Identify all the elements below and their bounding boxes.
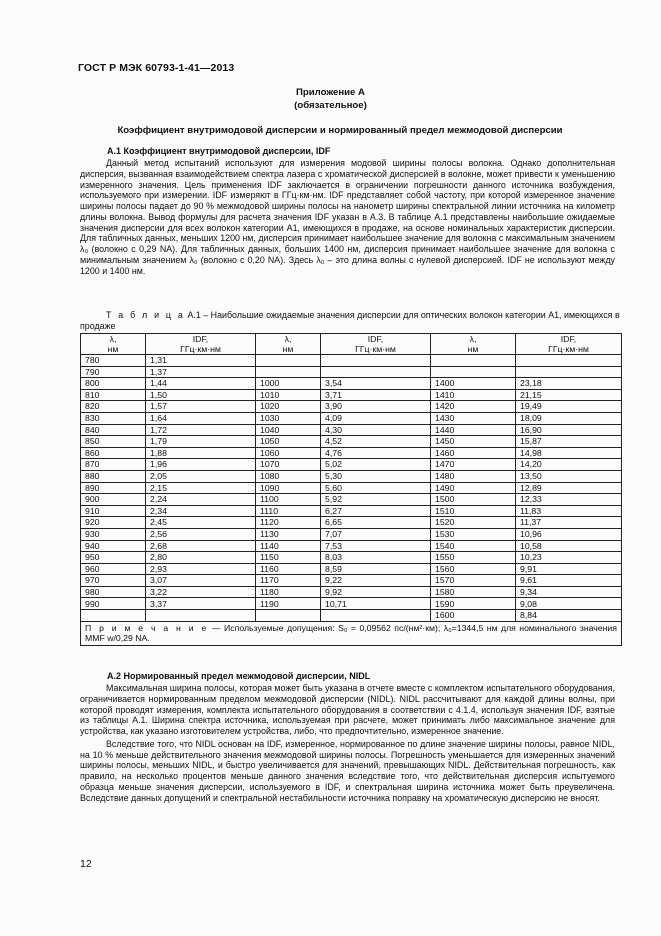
table-row [81,540,622,552]
table-cell [321,355,431,367]
table-cell: 3,22 [146,586,256,598]
table-cell: 940 [81,540,146,552]
table-cell: 2,24 [146,494,256,506]
table-cell: 900 [81,494,146,506]
table-cell: 840 [81,424,146,436]
table-cell: 1480 [431,470,516,482]
column-header-name: λ, [109,334,117,344]
column-header-name: IDF, [367,334,384,344]
dispersion-table [80,333,622,646]
column-header [81,334,146,355]
table-row [81,586,622,598]
table-cell: 2,34 [146,505,256,517]
table-cell: 8,03 [321,552,431,564]
table-cell: 1150 [256,552,321,564]
table-cell: 800 [81,378,146,390]
table-note-prefix: П р и м е ч а н и е [85,622,209,633]
table-cell: 11,83 [516,505,622,517]
table-cell: 1410 [431,389,516,401]
table-cell: 1180 [256,586,321,598]
column-header-name: IDF, [560,334,577,344]
table-cell: 3,07 [146,575,256,587]
table-cell: 9,34 [516,586,622,598]
table-cell: 1110 [256,505,321,517]
table-body [81,355,622,622]
table-cell: 14,98 [516,447,622,459]
table-cell: 5,02 [321,459,431,471]
section-a2-text-block [80,683,615,804]
table-cell: 13,50 [516,470,622,482]
table-cell: 1140 [256,540,321,552]
table-row [81,355,622,367]
table-cell: 12,33 [516,494,622,506]
section-a2-paragraph-1: Максимальная ширина полосы, которая может быть указана в отчете вместе с комплектом испытательного оборудования, ограничивается нормированным пределом межмодовой дисперсии (NIDL). NIDL рассчитывают для каждой длины волны, при которой проводят измерения, комплекта испытательного оборудования в соответствии с 4.1.4, используя значения IDF, взятые из таблицы А.1. Ширина спектра источника, используемая при расчете, может принимать либо максимальное значение для устройства, как указано изготовителем устройства, либо, что предпочтительно, измеренное значение. [80,683,615,737]
table-cell: 1010 [256,389,321,401]
table-cell: 1190 [256,598,321,610]
table-cell: 1050 [256,436,321,448]
table-cell: 910 [81,505,146,517]
section-a2-paragraph-2: Вследствие того, что NIDL основан на IDF, измеренное, нормированное по длине значение ширины полосы, равное NIDL, на 10 % меньше действительного значения межмодовой ширины полосы. Погрешность уменьшается для измеренных значений ширины полосы, меньших NIDL, и быстро увеличивается для значений, превышающих NIDL. Действительная погрешность, как правило, на несколько процентов меньше данного значения вследствие того, что действительная дисперсия испытуемого образца меньше значения дисперсии, используемого в IDF, и спектральная ширина источника может быть преувеличена. Вследствие данных допущений и спектральной нестабильности источника поправку на хроматическую дисперсию не вносят. [80,738,615,803]
table-cell [516,366,622,378]
annex-status: (обязательное) [294,100,367,111]
table-cell: 8,84 [516,610,622,622]
table-cell: 2,68 [146,540,256,552]
table-cell: 1470 [431,459,516,471]
table-cell: 960 [81,563,146,575]
table-cell: 4,09 [321,412,431,424]
table-row [81,378,622,390]
table-cell: 1450 [431,436,516,448]
table-cell: 890 [81,482,146,494]
table-row [81,459,622,471]
table-note [81,621,622,646]
table-cell: 1060 [256,447,321,459]
table-cell: 9,91 [516,563,622,575]
table-cell: 8,59 [321,563,431,575]
table-cell: 1520 [431,517,516,529]
table-cell: 9,22 [321,575,431,587]
table-cell: 4,52 [321,436,431,448]
table-cell: 1100 [256,494,321,506]
document-standard-number: ГОСТ Р МЭК 60793-1-41—2013 [78,62,235,74]
table-row [81,424,622,436]
table-cell: 1,79 [146,436,256,448]
table-cell: 18,09 [516,412,622,424]
table-cell: 11,37 [516,517,622,529]
table-cell: 3,37 [146,598,256,610]
table-cell: 23,18 [516,378,622,390]
column-header [516,334,622,355]
table-caption-prefix: Т а б л и ц а [106,310,185,320]
table-cell: 1040 [256,424,321,436]
table-row [81,436,622,448]
table-cell: 1130 [256,528,321,540]
table-cell: 1,44 [146,378,256,390]
table-row [81,563,622,575]
table-note-text: — Используемые допущения: S₀ = 0,09562 пс/(нм²·км); λ₀=1344,5 нм для номинального значения MMF w/0,29 NA. [85,622,617,644]
table-caption-text: А.1 – Наибольшие ожидаемые значения дисперсии для оптических волокон категории А1, имеющихся в продаже [80,310,620,331]
table-cell: 1430 [431,412,516,424]
table-cell: 21,15 [516,389,622,401]
table-cell: 5,60 [321,482,431,494]
table-cell: 15,87 [516,436,622,448]
table-row [81,598,622,610]
column-header-name: λ, [469,334,477,344]
table-row [81,575,622,587]
table-cell: 4,76 [321,447,431,459]
table-cell: 16,90 [516,424,622,436]
table-cell: 7,07 [321,528,431,540]
table-cell: 2,45 [146,517,256,529]
table-cell: 7,53 [321,540,431,552]
table-cell: 9,92 [321,586,431,598]
table-cell: 1120 [256,517,321,529]
table-cell [256,366,321,378]
table-cell: 1580 [431,586,516,598]
table-cell: 2,80 [146,552,256,564]
table-cell: 1,96 [146,459,256,471]
table-cell: 1530 [431,528,516,540]
table-cell: 3,54 [321,378,431,390]
table-row [81,401,622,413]
table-cell: 1600 [431,610,516,622]
column-header-unit: ГГц·км·нм [548,344,589,354]
table-cell: 1,31 [146,355,256,367]
table-cell [431,355,516,367]
table-cell: 1,72 [146,424,256,436]
table-cell: 950 [81,552,146,564]
table-header-row [81,334,622,355]
section-a1-paragraph: Данный метод испытаний используют для измерения модовой ширины полосы волокна. Однако дополнительная дисперсия, вызванная взаимодействием спектра лазера с хроматической дисперсией в волокне, может привести к уменьшению измеренного значения. Цель применения IDF заключается в ограничении погрешности данного источника возбуждения, используемого при измерении. IDF измеряют в ГГц·км·нм. IDF представляет собой частоту, при которой измеренное значение ширины полосы падает до 90 % межмодовой ширины полосы на нанометр ширины спектральной линии источника на километр длины волокна. Вывод формулы для расчета значения IDF указан в А.3. В таблице А.1 представлены наибольшие ожидаемые значения дисперсии для всех волокон категории А1, имеющихся в продаже, на основе номинальных характеристик дисперсии. Для табличных данных, меньших 1200 нм, дисперсия принимает наибольшее значение для волокна с максимальным значением λ₀ (волокно с 0,29 NA). Для табличных данных, больших 1400 нм, дисперсия принимает наибольшее значение для волокна с минимальным значением λ₀ (волокно с 0,20 NA). Здесь λ₀ – это длина волны с нулевой дисперсией. IDF не используют между 1200 и 1400 нм. [80,158,615,276]
table-cell: 10,96 [516,528,622,540]
table-cell: 12,89 [516,482,622,494]
table-row [81,389,622,401]
table-row [81,447,622,459]
table-cell [146,610,256,622]
table-cell: 1,37 [146,366,256,378]
table-cell: 1030 [256,412,321,424]
table-row [81,528,622,540]
section-a1-text-block [80,158,615,277]
column-header-name: IDF, [192,334,209,344]
table-cell: 1460 [431,447,516,459]
table-cell: 1440 [431,424,516,436]
table-cell: 3,71 [321,389,431,401]
table-cell: 1000 [256,378,321,390]
table-row [81,470,622,482]
table-cell: 1540 [431,540,516,552]
column-header-unit: нм [467,344,479,354]
table-cell: 2,05 [146,470,256,482]
column-header-name: λ, [284,334,292,344]
column-header [321,334,431,355]
page-number: 12 [80,858,92,870]
table-cell: 5,30 [321,470,431,482]
table-cell: 10,23 [516,552,622,564]
table-row [81,482,622,494]
table-row [81,505,622,517]
table-cell: 1020 [256,401,321,413]
table-cell: 2,15 [146,482,256,494]
table-cell: 1070 [256,459,321,471]
table-cell: 790 [81,366,146,378]
table-cell: 3,90 [321,401,431,413]
table-cell: 860 [81,447,146,459]
table-cell: 1420 [431,401,516,413]
table-row [81,412,622,424]
table-cell: 980 [81,586,146,598]
table-cell: 930 [81,528,146,540]
table-cell: 6,65 [321,517,431,529]
section-a1-title: А.1 Коэффициент внутримодовой дисперсии, IDF [107,146,331,156]
table-cell [256,610,321,622]
table-cell: 9,08 [516,598,622,610]
table-cell: 1,57 [146,401,256,413]
table-cell: 1510 [431,505,516,517]
table-row [81,552,622,564]
table-cell: 1170 [256,575,321,587]
table-cell: 1090 [256,482,321,494]
table-cell: 1490 [431,482,516,494]
table-cell: 850 [81,436,146,448]
table-note-row [81,621,622,646]
section-a2-title: А.2 Нормированный предел межмодовой дисперсии, NIDL [107,671,371,681]
table-cell: 19,49 [516,401,622,413]
table-cell: 1400 [431,378,516,390]
table-cell: 2,93 [146,563,256,575]
table-cell: 1570 [431,575,516,587]
table-row [81,517,622,529]
table-cell: 1500 [431,494,516,506]
table-cell [321,610,431,622]
column-header-unit: ГГц·км·нм [355,344,396,354]
column-header-unit: ГГц·км·нм [180,344,221,354]
table-cell: 780 [81,355,146,367]
table-cell: 820 [81,401,146,413]
table-cell: 6,27 [321,505,431,517]
table-row [81,366,622,378]
column-header-unit: нм [282,344,294,354]
table-cell: 1550 [431,552,516,564]
table-cell: 4,30 [321,424,431,436]
table-cell: 2,56 [146,528,256,540]
table-cell: 970 [81,575,146,587]
table-cell [81,610,146,622]
annex-title: Приложение А [296,87,365,98]
table-cell: 870 [81,459,146,471]
table-cell [321,366,431,378]
table-cell: 990 [81,598,146,610]
table-cell: 810 [81,389,146,401]
table-cell: 1080 [256,470,321,482]
table-cell: 10,71 [321,598,431,610]
column-header [256,334,321,355]
table-cell: 1,64 [146,412,256,424]
table-cell: 1,88 [146,447,256,459]
table-cell [516,355,622,367]
table-cell: 880 [81,470,146,482]
table-cell: 1,50 [146,389,256,401]
table-caption [80,310,620,331]
table-cell: 5,92 [321,494,431,506]
column-header [431,334,516,355]
table-cell: 9,61 [516,575,622,587]
table-cell [256,355,321,367]
table-row [81,494,622,506]
table-cell [431,366,516,378]
column-header [146,334,256,355]
table-cell: 14,20 [516,459,622,471]
table-cell: 830 [81,412,146,424]
table-cell: 1590 [431,598,516,610]
main-title: Коэффициент внутримодовой дисперсии и нормированный предел межмодовой дисперсии [117,125,563,136]
table-cell: 10,58 [516,540,622,552]
table-cell: 1560 [431,563,516,575]
column-header-unit: нм [107,344,119,354]
table-row [81,610,622,622]
table-cell: 920 [81,517,146,529]
table-cell: 1160 [256,563,321,575]
